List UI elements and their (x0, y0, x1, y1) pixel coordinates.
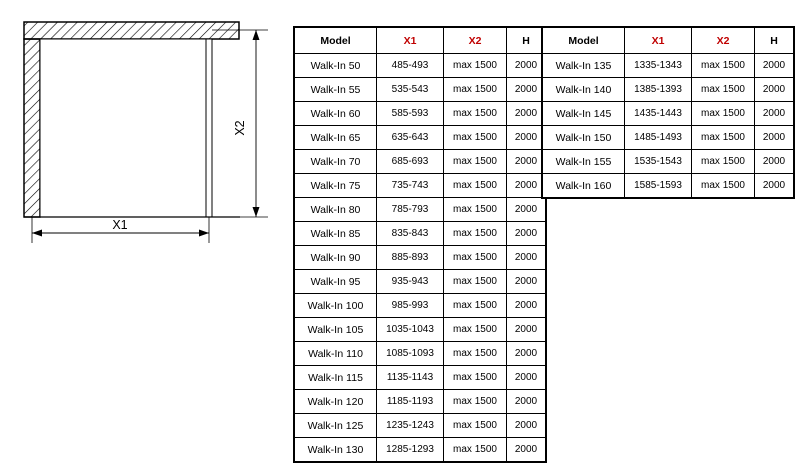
cell-x2: max 1500 (444, 390, 507, 414)
table-row (543, 126, 794, 150)
cell-h: 2000 (507, 78, 546, 102)
cell-model: Walk-In 90 (295, 246, 377, 270)
cell-x1: 685-693 (377, 150, 444, 174)
cell-model: Walk-In 55 (295, 78, 377, 102)
header-model: Model (543, 28, 625, 54)
cell-x2: max 1500 (444, 270, 507, 294)
cell-x1: 1485-1493 (625, 126, 692, 150)
table-row (295, 150, 546, 174)
table-row (295, 246, 546, 270)
cell-x2: max 1500 (692, 150, 755, 174)
cell-h: 2000 (507, 438, 546, 462)
cell-x1: 535-543 (377, 78, 444, 102)
cell-x2: max 1500 (444, 366, 507, 390)
table-row (295, 54, 546, 78)
cell-h: 2000 (755, 102, 794, 126)
cell-h: 2000 (507, 414, 546, 438)
cell-x2: max 1500 (444, 294, 507, 318)
cell-model: Walk-In 145 (543, 102, 625, 126)
table-row (295, 414, 546, 438)
table-header-row (295, 28, 546, 54)
cell-x2: max 1500 (692, 174, 755, 198)
cell-h: 2000 (507, 102, 546, 126)
header-model: Model (295, 28, 377, 54)
table-header-row (543, 28, 794, 54)
cell-h: 2000 (507, 270, 546, 294)
table-row (543, 174, 794, 198)
table-row (295, 198, 546, 222)
cell-model: Walk-In 80 (295, 198, 377, 222)
cell-model: Walk-In 130 (295, 438, 377, 462)
table-row (295, 342, 546, 366)
header-h: H (755, 28, 794, 54)
cell-model: Walk-In 100 (295, 294, 377, 318)
cell-x1: 1385-1393 (625, 78, 692, 102)
spec-table-primary-body (295, 54, 546, 462)
table-row (295, 222, 546, 246)
table-row (295, 438, 546, 462)
top-profile-hatched (24, 22, 239, 39)
table-row (295, 174, 546, 198)
cell-x1: 985-993 (377, 294, 444, 318)
cell-model: Walk-In 65 (295, 126, 377, 150)
cell-x2: max 1500 (444, 78, 507, 102)
cell-h: 2000 (507, 366, 546, 390)
cell-x2: max 1500 (692, 126, 755, 150)
cell-model: Walk-In 155 (543, 150, 625, 174)
cell-x2: max 1500 (444, 414, 507, 438)
stabiliser-bar (206, 39, 212, 217)
cell-h: 2000 (755, 174, 794, 198)
wall-profile-hatched (24, 39, 40, 217)
cell-h: 2000 (507, 246, 546, 270)
cell-model: Walk-In 95 (295, 270, 377, 294)
cell-x1: 1285-1293 (377, 438, 444, 462)
table-row (295, 78, 546, 102)
cell-x2: max 1500 (444, 150, 507, 174)
spec-table-secondary-header (543, 28, 794, 54)
cell-x2: max 1500 (444, 222, 507, 246)
header-h: H (507, 28, 546, 54)
cell-model: Walk-In 140 (543, 78, 625, 102)
cell-h: 2000 (507, 150, 546, 174)
cell-model: Walk-In 135 (543, 54, 625, 78)
header-x2: X2 (692, 28, 755, 54)
cell-model: Walk-In 60 (295, 102, 377, 126)
cell-model: Walk-In 75 (295, 174, 377, 198)
cell-x2: max 1500 (444, 102, 507, 126)
table-row (295, 102, 546, 126)
header-x1: X1 (625, 28, 692, 54)
cell-x2: max 1500 (692, 78, 755, 102)
cell-x2: max 1500 (444, 174, 507, 198)
cell-h: 2000 (755, 150, 794, 174)
cell-model: Walk-In 110 (295, 342, 377, 366)
cell-x1: 485-493 (377, 54, 444, 78)
cell-h: 2000 (507, 54, 546, 78)
cell-h: 2000 (507, 126, 546, 150)
cell-h: 2000 (507, 342, 546, 366)
cell-x2: max 1500 (444, 198, 507, 222)
cell-x1: 1185-1193 (377, 390, 444, 414)
cell-x2: max 1500 (444, 246, 507, 270)
header-x1: X1 (377, 28, 444, 54)
cell-x1: 1135-1143 (377, 366, 444, 390)
cell-h: 2000 (507, 174, 546, 198)
cell-x2: max 1500 (692, 102, 755, 126)
cell-x1: 1435-1443 (625, 102, 692, 126)
spec-table-primary-header (295, 28, 546, 54)
cell-x2: max 1500 (444, 54, 507, 78)
cell-model: Walk-In 50 (295, 54, 377, 78)
spec-table-primary (294, 27, 546, 462)
spec-table-secondary (542, 27, 794, 198)
cell-model: Walk-In 70 (295, 150, 377, 174)
table-row (295, 390, 546, 414)
cell-model: Walk-In 120 (295, 390, 377, 414)
cell-x1: 735-743 (377, 174, 444, 198)
dimension-label-x1: X1 (112, 218, 128, 232)
cell-x1: 1335-1343 (625, 54, 692, 78)
cell-x2: max 1500 (444, 126, 507, 150)
cell-h: 2000 (755, 54, 794, 78)
cell-x1: 835-843 (377, 222, 444, 246)
cell-model: Walk-In 85 (295, 222, 377, 246)
table-row (295, 366, 546, 390)
table-row (543, 78, 794, 102)
cell-model: Walk-In 150 (543, 126, 625, 150)
cell-x1: 1035-1043 (377, 318, 444, 342)
table-row (295, 294, 546, 318)
spec-table-secondary-body (543, 54, 794, 198)
cell-x1: 1235-1243 (377, 414, 444, 438)
dimension-label-x2: X2 (233, 120, 247, 136)
cell-x1: 1085-1093 (377, 342, 444, 366)
cell-x1: 935-943 (377, 270, 444, 294)
cell-x2: max 1500 (444, 438, 507, 462)
cell-x1: 585-593 (377, 102, 444, 126)
cell-h: 2000 (507, 390, 546, 414)
table-row (295, 270, 546, 294)
spec-table-primary-container (293, 26, 547, 463)
cell-model: Walk-In 125 (295, 414, 377, 438)
cell-x1: 1535-1543 (625, 150, 692, 174)
header-x2: X2 (444, 28, 507, 54)
cell-h: 2000 (507, 294, 546, 318)
cell-x1: 635-643 (377, 126, 444, 150)
table-row (543, 54, 794, 78)
cell-h: 2000 (507, 318, 546, 342)
walk-in-shower-drawing (0, 0, 290, 439)
cell-model: Walk-In 160 (543, 174, 625, 198)
cell-h: 2000 (755, 78, 794, 102)
spec-table-secondary-container (541, 26, 795, 199)
cell-h: 2000 (507, 222, 546, 246)
cell-h: 2000 (507, 198, 546, 222)
table-row (543, 150, 794, 174)
cell-x2: max 1500 (444, 342, 507, 366)
cell-x1: 785-793 (377, 198, 444, 222)
cell-x1: 885-893 (377, 246, 444, 270)
table-row (295, 126, 546, 150)
cell-x2: max 1500 (692, 54, 755, 78)
glass-panel (40, 39, 210, 217)
cell-h: 2000 (755, 126, 794, 150)
table-row (295, 318, 546, 342)
cell-x2: max 1500 (444, 318, 507, 342)
cell-model: Walk-In 105 (295, 318, 377, 342)
cell-model: Walk-In 115 (295, 366, 377, 390)
table-row (543, 102, 794, 126)
cell-x1: 1585-1593 (625, 174, 692, 198)
